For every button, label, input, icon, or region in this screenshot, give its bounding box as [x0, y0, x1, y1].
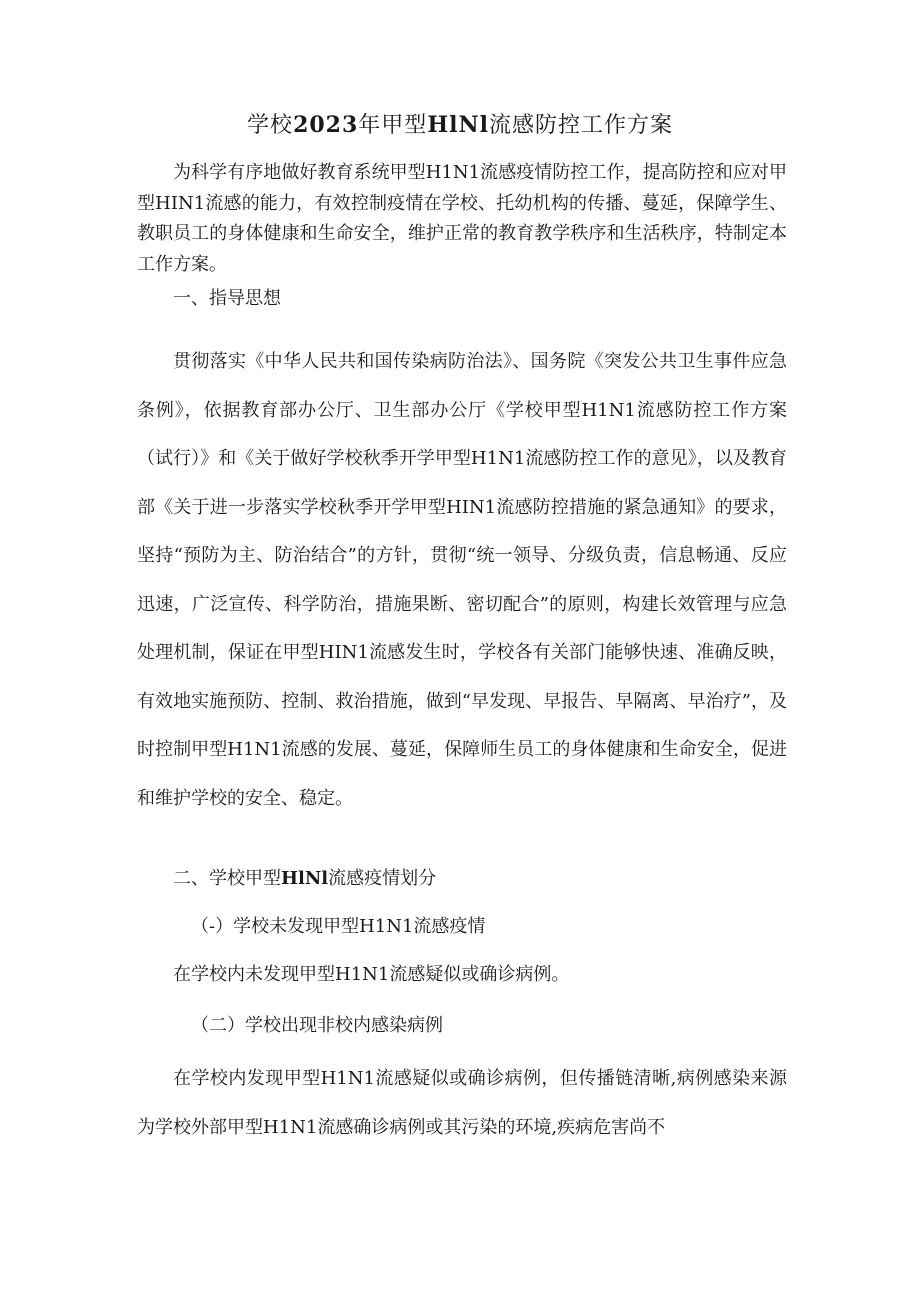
section-heading-epidemic-classification	[173, 865, 436, 893]
title-prefix: 学校	[247, 113, 294, 138]
section2-heading-suffix: 流感疫情划分	[328, 868, 437, 889]
external-infection-paragraph: 在学校内发现甲型H1N1流感疑似或确诊病例，但传播链清晰,病例感染来源为学校外部甲型H1N1流感确诊病例或其污染的环境,疾病危害尚不	[137, 1068, 787, 1138]
intro-paragraph: 为科学有序地做好教育系统甲型H1N1流感疫情防控工作，提高防控和应对甲型HIN1流感的能力，有效控制疫情在学校、托幼机构的传播、蔓延，保障学生、教职员工的身体健康和生命安全，维护正常的教育教学秩序和生活秩序，特制定本工作方案。	[137, 162, 787, 275]
section2-heading-code: HlNl	[281, 868, 329, 889]
section2-heading-prefix: 二、学校甲型	[173, 868, 281, 889]
title-code: HlNl	[427, 112, 489, 138]
title-year: 2023	[293, 112, 359, 138]
document-title	[0, 108, 920, 139]
title-suffix: 流感防控工作方案	[488, 113, 673, 138]
no-epidemic-paragraph: 在学校内未发现甲型H1N1流感疑似或确诊病例。	[173, 964, 570, 985]
title-mid: 年甲型	[358, 113, 428, 138]
guiding-ideology-paragraph: 贯彻落实《中华人民共和国传染病防治法》、国务院《突发公共卫生事件应急条例》，依据教育部办公厅、卫生部办公厅《学校甲型H1N1流感防控工作方案（试行）》和《关于做好学校秋季开学甲型H1N1流感防控工作的意见》，以及教育部《关于进一步落实学校秋季开学甲型HIN1流感防控措施的紧急通知》的要求，坚持“预防为主、防治结合”的方针，贯彻“统一领导、分级负责，信息畅通、反应迅速，广泛宣传、科学防治，措施果断、密切配合”的原则，构建长效管理与应急处理机制，保证在甲型HIN1流感发生时，学校各有关部门能够快速、准确反映，有效地实施预防、控制、救治措施，做到“早发现、早报告、早隔离、早治疗”，及时控制甲型H1N1流感的发展、蔓延，保障师生员工的身体健康和生命安全，促进和维护学校的安全、稳定。	[137, 351, 787, 809]
subheading-external-infection: （二）学校出现非校内感染病例	[191, 1015, 443, 1036]
section-heading-guiding-ideology: 一、指导思想	[173, 288, 281, 309]
subheading-no-epidemic: （-）学校未发现甲型H1N1流感疫情	[191, 916, 486, 937]
